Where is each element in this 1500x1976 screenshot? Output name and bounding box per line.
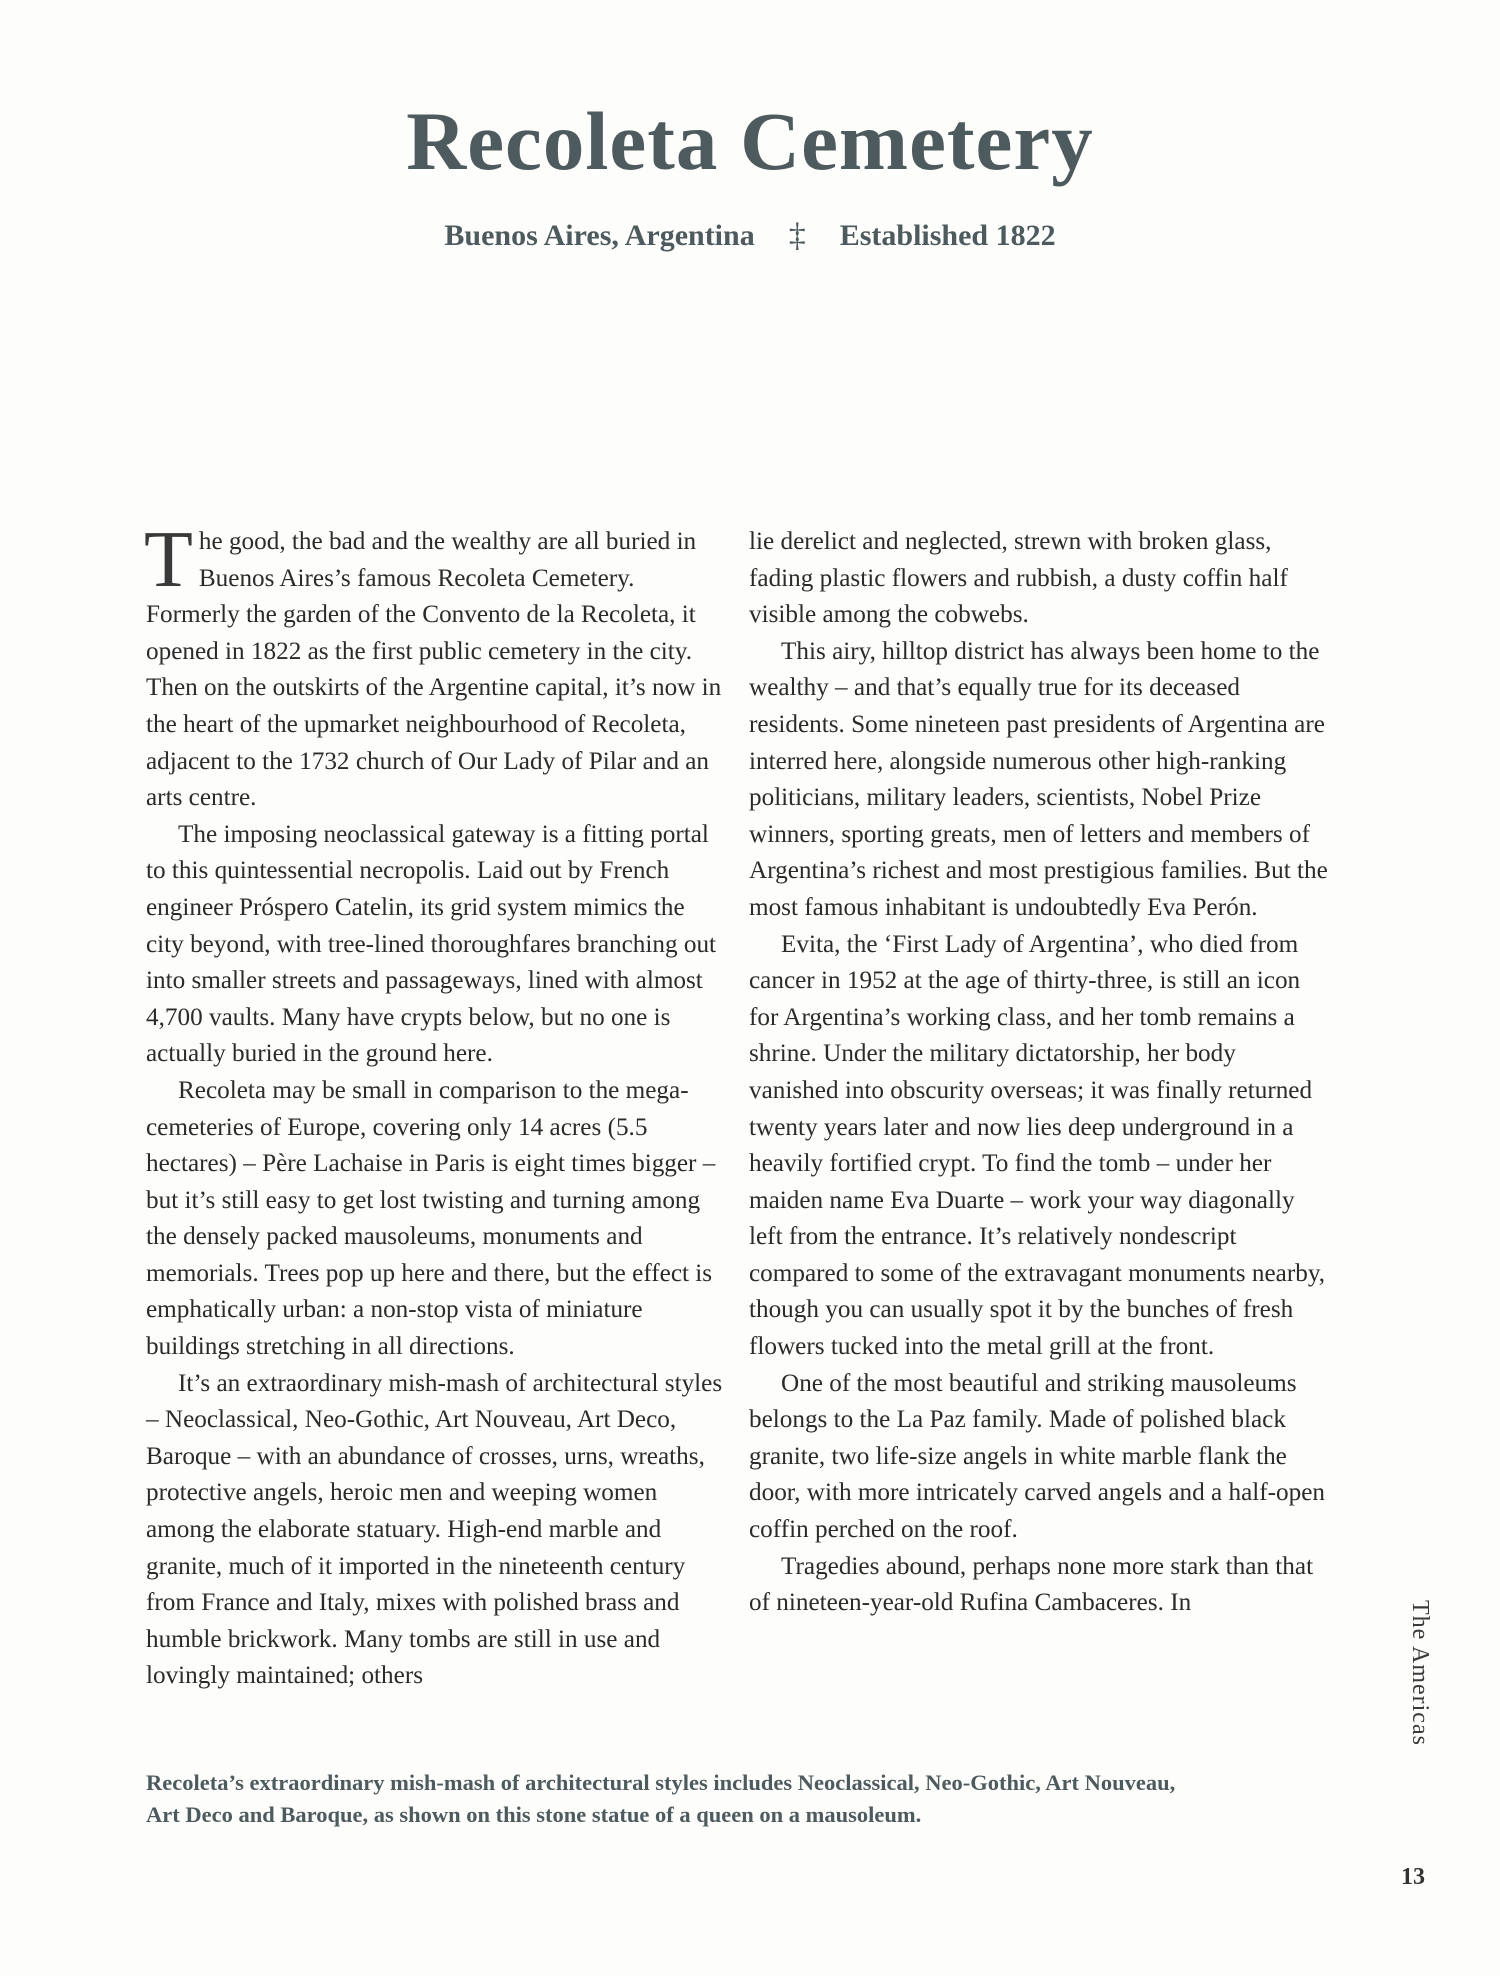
- double-dagger-icon: ‡: [788, 217, 806, 254]
- paragraph: This airy, hilltop district has always been home to the wealthy – and that’s equally true for its deceased residents. Some nineteen past presidents of Argentina are interred here, alongside numerous other high-ranking politicians, military leaders, scientists, Nobel Prize winners, sporting greats, men of letters and members of Argentina’s richest and most prestigious families. But the most famous inhabitant is undoubtedly Eva Perón.: [749, 637, 1328, 921]
- paragraph: Evita, the ‘First Lady of Argentina’, who died from cancer in 1952 at the age of thirty-three, is still an icon for Argentina’s working class, and her tomb remains a shrine. Under the military dictatorship, her body vanished into obscurity overseas; it was finally returned twenty years later and now lies deep underground in a heavily fortified crypt. To find the tomb – under her maiden name Eva Duarte – work your way diagonally left from the entrance. It’s relatively nondescript compared to some of the extravagant monuments nearby, though you can usually spot it by the bunches of fresh flowers tucked into the metal grill at the front.: [749, 930, 1326, 1361]
- paragraph: It’s an extraordinary mish-mash of architectural styles – Neoclassical, Neo-Gothic, Art Nouveau, Art Deco, Baroque – with an abundance of crosses, urns, wreaths, protective angels, heroic men and weeping women among the elaborate statuary. High-end marble and granite, much of it imported in the nineteenth century from France and Italy, mixes with polished brass and humble brickwork. Many tombs are still in use and lovingly maintained; others: [146, 1369, 723, 1690]
- image-caption: Recoleta’s extraordinary mish-mash of architectural styles includes Neoclassical, Neo-Gothic, Art Nouveau, Art Deco and Baroque, as shown on this stone statue of a queen on a mausoleum.: [146, 1770, 1176, 1827]
- drop-cap: T: [144, 516, 193, 604]
- established-text: Established 1822: [839, 219, 1056, 252]
- paragraph-text: he good, the bad and the wealthy are all buried in Buenos Aires’s famous Recoleta Cemetery. Formerly the garden of the Convento de la Recoleta, it opened in 1822 as the first public cemetery in the city. Then on the outskirts of the Argentine capital, it’s now in the heart of the upmarket neighbourhood of Recoleta, adjacent to the 1732 church of Our Lady of Pilar and an arts centre.: [146, 528, 722, 812]
- subtitle: [0, 217, 1500, 255]
- right-column: [749, 524, 1329, 1622]
- paragraph: The imposing neoclassical gateway is a fitting portal to this quintessential necropolis. Laid out by French engineer Próspero Catelin, its grid system mimics the city beyond, with tree-lined thoroughfares branching out into smaller streets and passageways, lined with almost 4,700 vaults. Many have crypts below, but no one is actually buried in the ground here.: [146, 820, 717, 1068]
- paragraph: One of the most beautiful and striking mausoleums belongs to the La Paz family. Made of polished black granite, two life-size angels in white marble flank the door, with more intricately carved angels and a half-open coffin perched on the roof.: [749, 1369, 1325, 1544]
- paragraph: Tragedies abound, perhaps none more stark than that of nineteen-year-old Rufina Cambaceres. In: [749, 1552, 1314, 1617]
- paragraph: [144, 516, 726, 817]
- page-number: 13: [1401, 1864, 1425, 1890]
- page-title: Recoleta Cemetery: [406, 95, 1094, 187]
- left-column: [144, 516, 726, 1695]
- section-label: The Americas: [1407, 1600, 1433, 1746]
- paragraph: lie derelict and neglected, strewn with broken glass, fading plastic flowers and rubbish, a dusty coffin half visible among the cobwebs.: [749, 528, 1288, 629]
- paragraph: Recoleta may be small in comparison to the mega-cemeteries of Europe, covering only 14 acres (5.5 hectares) – Père Lachaise in Paris is eight times bigger – but it’s still easy to get lost twisting and turning among the densely packed mausoleums, monuments and memorials. Trees pop up here and there, but the effect is emphatically urban: a non-stop vista of miniature buildings stretching in all directions.: [146, 1076, 716, 1361]
- location-text: Buenos Aires, Argentina: [444, 219, 755, 252]
